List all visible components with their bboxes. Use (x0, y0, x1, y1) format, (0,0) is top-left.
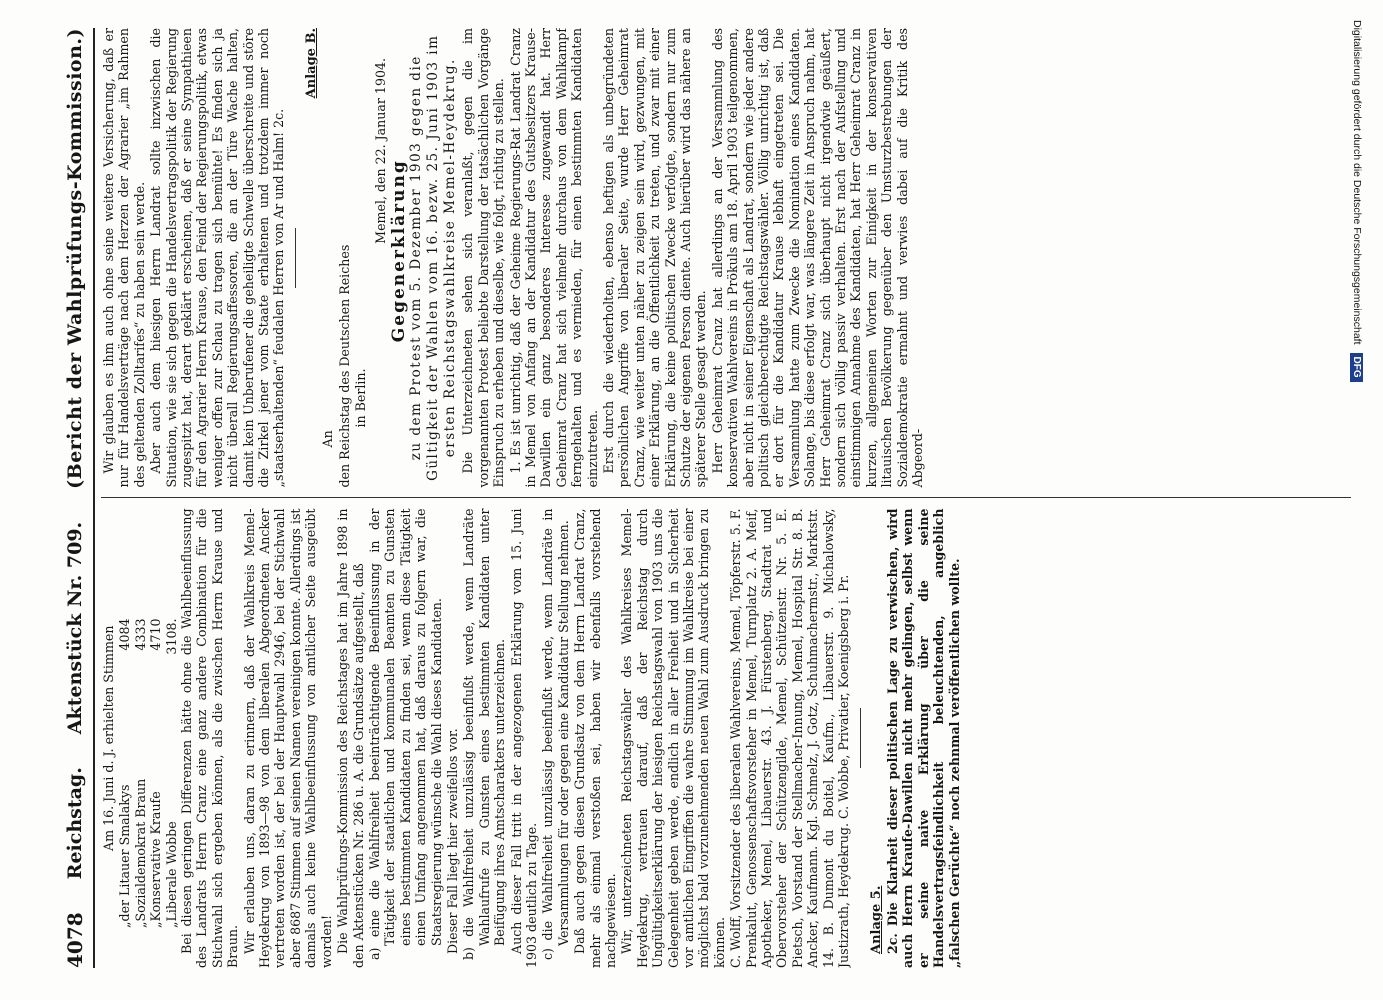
paragraph: Die Wahlprüfungs-Kommission des Reichstages hat im Jahre 1898 in den Aktenstücken Nr. 286 u. A. die Grundsätze aufgestellt, daß (335, 508, 366, 968)
paragraph: Herr Geheimrat Cranz hat allerdings an der Versammlung des konservativen Wahlvereins in Prökuls am 18. April 1903 teilgenommen, aber nicht in seiner Eigenschaft als Landrat, sondern wie jeder andere politisch gleichberechtigte Reichstagswähler. Völlig unrichtig ist, daß er dort für die Kandidatur Krause lebhaft eingetreten sei. Die Versammlung hatte zum Zwecke die Nomination eines Kandidaten. Solange, bis diese erfolgt war, was längere Zeit in Anspruch nahm, hat Herr Geheimrat Cranz sich überhaupt nicht irgendwie geäußert, sondern sich völlig passiv verhalten. Erst nach der Aufstellung und einstimmigen Annahme des Kandidaten, hat Herr Geheimrat Cranz in kurzen, allgemeinen Worten zur Einigkeit in der konservativen litauischen Bevölkerung gegenüber den Umsturzbestrebungen der Sozialdemokratie ermahnt und verwies dabei auf die Kritik des Abgeord- (709, 28, 926, 488)
paragraph: 1. Es ist unrichtig, daß der Geheime Regierungs-Rat Landrat Cranz in Memel von Anfang an der Kandidatur des Gutsbesitzers Krause-Dawillen ein ganz besonderes Interesse zugewandt hat. Herr Geheimrat Cranz hat sich vielmehr durchaus von dem Wahlkampf ferngehalten und es vermieden, für einen bestimmten Kandidaten einzutreten. (507, 28, 600, 488)
rotated-sheet (57, 28, 1352, 968)
vote-row (117, 509, 132, 969)
right-column (101, 28, 1351, 498)
paragraph: Erst durch die wiederholten, ebenso heftigen als unbegründeten persönlichen Angriffe von liberaler Seite, wurde Herr Geheimrat Cranz, wie weiter unten näher zu zeigen sein wird, gezwungen, mit einer Erklärung, an die Öffentlichkeit zu treten, und zwar mit einer Erklärung, die keine politischen Zwecke verfolgte, sondern nur zum Schutze der eigenen Person diente. Auch hierüber wird das nähere an späterer Stelle gesagt werden. (600, 28, 709, 488)
signatories: C. Wolff, Vorsitzender des liberalen Wahlvereins, Memel, Töpferstr. 5. F. Prenkalut, Genossenschaftsvorsteher in Memel, Turnplatz 2. A. Meif, Apotheker, Memel, Libauerstr. 43. J. Fürstenberg, Stadtrat und Obervorsteher der Schützengilde, Memel, Schützenstr. Nr. 5. E. Pietsch, Vorstand der Stellmacher-Innung, Memel, Hospital Str. 8. B. Ancker, Kaufmann. Kgl. Schmelz, J. Gotz, Schuhmachermstr., Marktstr. 14. B. Dumont du Boitel, Kaufm., Libauerstr. 9. Michalowsky, Justizrath, Heydekrug. C. Wobbe, Privatier, Koenigsberg i. Pr. (728, 508, 852, 968)
separator (860, 708, 861, 768)
dateline: Memel, den 22. Januar 1904. (372, 58, 388, 244)
section-heading: Anlage B. (303, 28, 319, 99)
digitization-note (1348, 20, 1374, 980)
columns (101, 28, 1351, 968)
paragraph: 2c. Die Klarheit dieser politischen Lage zu verwischen, wird auch Herrn Kraufe-Dawillen nicht mehr gelingen, selbst wenn er seine naive Erklärung über die seine Handelsvertragsfeindlichkeit beleuchtenden, angeblich „falschen Gerüchte“ noch zehnmal veröffentlichen wollte. (884, 508, 962, 968)
header-center: Aktenstück Nr. 709. (64, 521, 86, 735)
dfg-logo: DFG (1351, 353, 1364, 382)
digitization-text: Digitalisierung gefördert durch die Deutsche Forschungsgemeinschaft (1351, 20, 1363, 345)
vote-label: „Liberale Wobbe (163, 821, 179, 928)
paragraph: Daß auch gegen diesen Grundsatz von dem Herrn Landrat Cranz, mehr als einmal verstoßen sei, haben wir ebenfalls vorstehend nachgewiesen. (572, 508, 618, 968)
page-number: 4078 (63, 912, 87, 968)
list-item-a: a) eine die Wahlfreiheit beeinträchtigende Beeinflussung in der Tätigkeit der staatlichen und kommunalen Beamten zu Gunsten eines bestimmten Kandidaten zu finden sei, wenn diese Tätigkeit einen Umfang angenommen hat, daß daraus zu folgern war, die Staatsregierung wünsche die Wahl dieses Kandidaten. (366, 508, 444, 960)
vote-label: „Konservative Kraufe (148, 791, 164, 928)
list-item-b: b) die Wahlfreiheit unzulässig beeinflußt werde, wenn Landräte Wahlaufrufe zu Gunsten eines bestimmten Kandidaten unter Beifügung ihres Amtscharakters unterzeichnen. (461, 508, 508, 960)
document-title: Gegenerklärung (388, 159, 409, 343)
vote-value: 3108. (163, 618, 179, 655)
section-heading: Anlage 5. (868, 885, 884, 954)
paragraph: Die Unterzeichneten sehen sich veranlaßt, gegen die im vorgenannten Protest beliebte Darstellung der tatsächlichen Vorgänge Einspruch zu erheben und dieselbe, wie folgt, richtig zu stellen. (460, 28, 507, 488)
address-line: An (320, 430, 336, 448)
paragraph: Wir erlauben uns, daran zu erinnern, daß der Wahlkreis Memel-Heydekrug von 1893—98 von dem liberalen Abgeordneten Ancker vertreten worden ist, der bei der Hauptwahl 2946, bei der Stichwahl aber 8687 Stimmen auf seinen Namen vereinigen konnte. Allerdings ist damals auch keine Wahlbeeinflussung von amtlicher Seite ausgeübt worden! (241, 508, 334, 968)
address-line: in Berlin. (353, 368, 369, 428)
vote-row (164, 509, 179, 969)
page-header (57, 28, 95, 968)
left-column (101, 498, 1351, 969)
vote-value: 4084 (117, 618, 133, 651)
vote-row (148, 509, 163, 969)
paragraph: Dieser Fall liegt hier zweifellos vor. (444, 728, 460, 954)
header-right: (Bericht der Wahlprüfungs-Kommission.) (64, 28, 86, 489)
separator (295, 228, 296, 288)
list-item-c: c) die Wahlfreiheit unzulässig beeinflußt werde, wenn Landräte in Versammlungen für oder gegen eine Kandidatur Stellung nehmen. (540, 508, 571, 960)
address-line: den Reichstag des Deutschen Reiches (336, 244, 352, 488)
vote-label: „der Litauer Smalakys (117, 784, 133, 928)
paragraph: Aber auch dem hiesigen Herrn Landrat sollte inzwischen die Situation, wie sie sich gegen die Handelsvertragspolitik der Regierung zugespitzt hat, derart geklärt erscheinen, daß er seine Sympathieen für den Agrarier Herrn Krause, den Feind der Regierungspolitik, etwas weniger offen zur Schau zu tragen sich bemühte! Es finden sich ja nicht überall Regierungsaffessoren, die an der Türe Wache halten, damit kein Unberufener die geheiligte Schwelle überschreite und störe die Zirkel jener vom Staate erhaltenen und trotzdem immer noch „staatserhaltenden“ feudalen Herren von Ar und Halm! 2c. (148, 28, 287, 488)
vote-value: 4333 (132, 618, 148, 651)
paragraph: Wir, unterzeichneten Reichstagswähler des Wahlkreises Memel-Heydekrug, vertrauen darauf, daß der Reichstag durch Ungültigkeitserklärung der hiesigen Reichstagswahl von 1903 uns die Gelegenheit geben werde, endlich in aller Freiheit und in Sicherheit vor amtlichen Eingriffen die wahre Stimmung im Wahlkreise bei einer möglichst bald vorzunehmenden neuen Wahl zum Ausdruck bringen zu können. (619, 508, 727, 968)
vote-row (133, 509, 148, 969)
vote-intro: Am 16. Juni d. J. erhielten Stimmen (101, 625, 116, 851)
paragraph: Bei diesen geringen Differenzen hätte ohne die Wahlbeeinflussung des Landrats Herrn Cranz eine ganz andere Combination für die Stichwahl sich ergeben können, als die zwischen Herrn Krause und Braun. (179, 508, 241, 968)
paragraph: Auch dieser Fall tritt in der angezogenen Erklärung vom 15. Juni 1903 deutlich zu Tage. (508, 508, 539, 968)
header-left: Reichstag. (64, 767, 86, 880)
vote-value: 4710 (148, 618, 164, 651)
document-subtitle: zu dem Protest vom 5. Dezember 1903 gegen die Gültigkeit der Wahlen vom 16. bezw. 25. Juni 1903 im ersten Reichstagswahlkreise Memel-Heydekrug. (408, 34, 459, 481)
paragraph: Wir glauben es ihm auch ohne seine weitere Versicherung, daß er nur für Handelsverträge nach dem Herzen der Agrarier „im Rahmen des geltenden Zolltarifes“ zu haben sein werde. (101, 28, 147, 488)
vote-label: „Sozialdemokrat Braun (132, 778, 148, 928)
